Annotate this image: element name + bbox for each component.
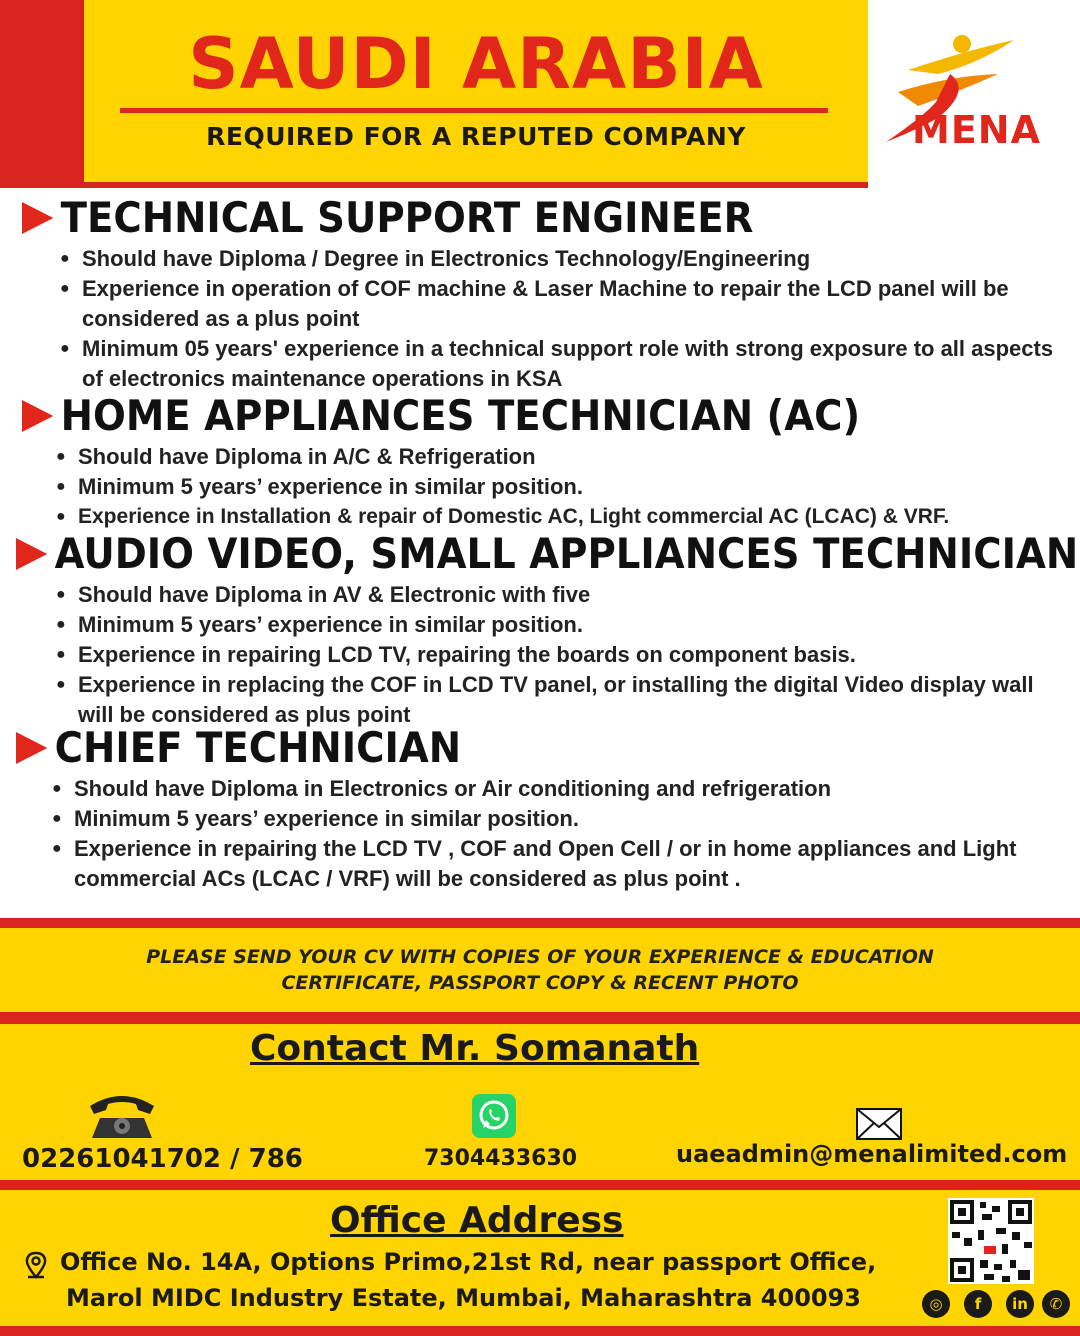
- arrow-icon: [22, 202, 53, 234]
- office-address-line: Marol MIDC Industry Estate, Mumbai, Maharashtra 400093: [66, 1284, 861, 1312]
- divider-band: [0, 1012, 1080, 1024]
- whatsapp-number[interactable]: 7304433630: [424, 1146, 578, 1171]
- divider-band: [0, 918, 1080, 928]
- job-title-text: AUDIO VIDEO, SMALL APPLIANCES TECHNICIAN: [54, 529, 1079, 578]
- qr-code-icon[interactable]: [948, 1198, 1034, 1284]
- telephone-icon: [84, 1090, 160, 1140]
- whatsapp-small-icon[interactable]: ✆: [1042, 1290, 1070, 1318]
- office-title: Office Address: [330, 1200, 624, 1241]
- job-title-text: TECHNICAL SUPPORT ENGINEER: [60, 193, 754, 242]
- list-item: ● Experience in Installation & repair of Domestic AC, Light commercial AC (LCAC) & VRF.: [56, 502, 1076, 532]
- job-title-text: HOME APPLIANCES TECHNICIAN (AC): [60, 391, 861, 440]
- job-requirements: [52, 774, 1052, 894]
- job-title: [16, 529, 1079, 578]
- cv-instructions-line: CERTIFICATE, PASSPORT COPY & RECENT PHOTO: [281, 972, 799, 994]
- list-item: ● Minimum 5 years’ experience in similar position.: [56, 610, 1066, 640]
- list-item: ● Experience in repairing the LCD TV , COF and Open Cell / or in home appliances and Light commercial ACs (LCAC / VRF) will be considered as plus point .: [52, 834, 1052, 894]
- job-section-4: [16, 724, 1066, 894]
- page-subtitle: REQUIRED FOR A REPUTED COMPANY: [206, 122, 746, 151]
- list-item: ● Should have Diploma in Electronics or Air conditioning and refrigeration: [52, 774, 1052, 804]
- instagram-icon[interactable]: ◎: [922, 1290, 950, 1318]
- location-pin-icon: [24, 1251, 48, 1279]
- phone-number[interactable]: 02261041702 / 786: [22, 1144, 303, 1174]
- list-item: ● Should have Diploma in AV & Electronic with five: [56, 580, 1066, 610]
- arrow-icon: [16, 732, 47, 764]
- header-bottom-rule: [0, 182, 868, 188]
- arrow-icon: [22, 400, 53, 432]
- job-requirements: [56, 442, 1076, 532]
- job-title: [16, 724, 982, 772]
- list-item: ● Should have Diploma / Degree in Electronics Technology/Engineering: [60, 244, 1070, 274]
- logo-text: MENA: [912, 108, 1041, 152]
- cv-instructions-line: PLEASE SEND YOUR CV WITH COPIES OF YOUR EXPERIENCE & EDUCATION: [146, 946, 934, 968]
- list-item: ● Experience in repairing LCD TV, repairing the boards on component basis.: [56, 640, 1066, 670]
- job-title-text: CHIEF TECHNICIAN: [54, 723, 462, 772]
- list-item: ● Minimum 5 years’ experience in similar position.: [56, 472, 1076, 502]
- linkedin-icon[interactable]: in: [1006, 1290, 1034, 1318]
- job-requirements: [60, 244, 1070, 394]
- office-address-line: Office No. 14A, Options Primo,21st Rd, near passport Office,: [60, 1248, 877, 1276]
- list-item: ● Experience in operation of COF machine & Laser Machine to repair the LCD panel will be considered as a plus point: [60, 274, 1070, 334]
- list-item: ● Experience in replacing the COF in LCD TV panel, or installing the digital Video display wall will be considered as plus point: [56, 670, 1066, 730]
- arrow-icon: [16, 538, 47, 570]
- list-item: ● Minimum 05 years' experience in a technical support role with strong exposure to all aspects of electronics maintenance operations in KSA: [60, 334, 1070, 394]
- job-section-1: [22, 194, 1072, 394]
- mail-icon[interactable]: [856, 1108, 902, 1140]
- email-address[interactable]: uaeadmin@menalimited.com: [676, 1140, 1068, 1168]
- list-item: ● Minimum 5 years’ experience in similar position.: [52, 804, 1052, 834]
- job-section-2: [22, 392, 1072, 532]
- cv-instructions: [0, 944, 1080, 996]
- page-title: SAUDI ARABIA: [188, 23, 764, 105]
- list-item: ● Should have Diploma in A/C & Refrigeration: [56, 442, 1076, 472]
- job-requirements: [56, 580, 1066, 730]
- whatsapp-icon[interactable]: [472, 1094, 516, 1138]
- facebook-icon[interactable]: f: [964, 1290, 992, 1318]
- job-title: [22, 194, 988, 242]
- contact-title: Contact Mr. Somanath: [250, 1028, 700, 1069]
- divider-band: [0, 1180, 1080, 1190]
- header-red-block: [0, 0, 84, 186]
- title-underline: [120, 108, 828, 113]
- job-title: [22, 392, 988, 440]
- footer-band: [0, 1326, 1080, 1336]
- job-section-3: [16, 529, 1079, 730]
